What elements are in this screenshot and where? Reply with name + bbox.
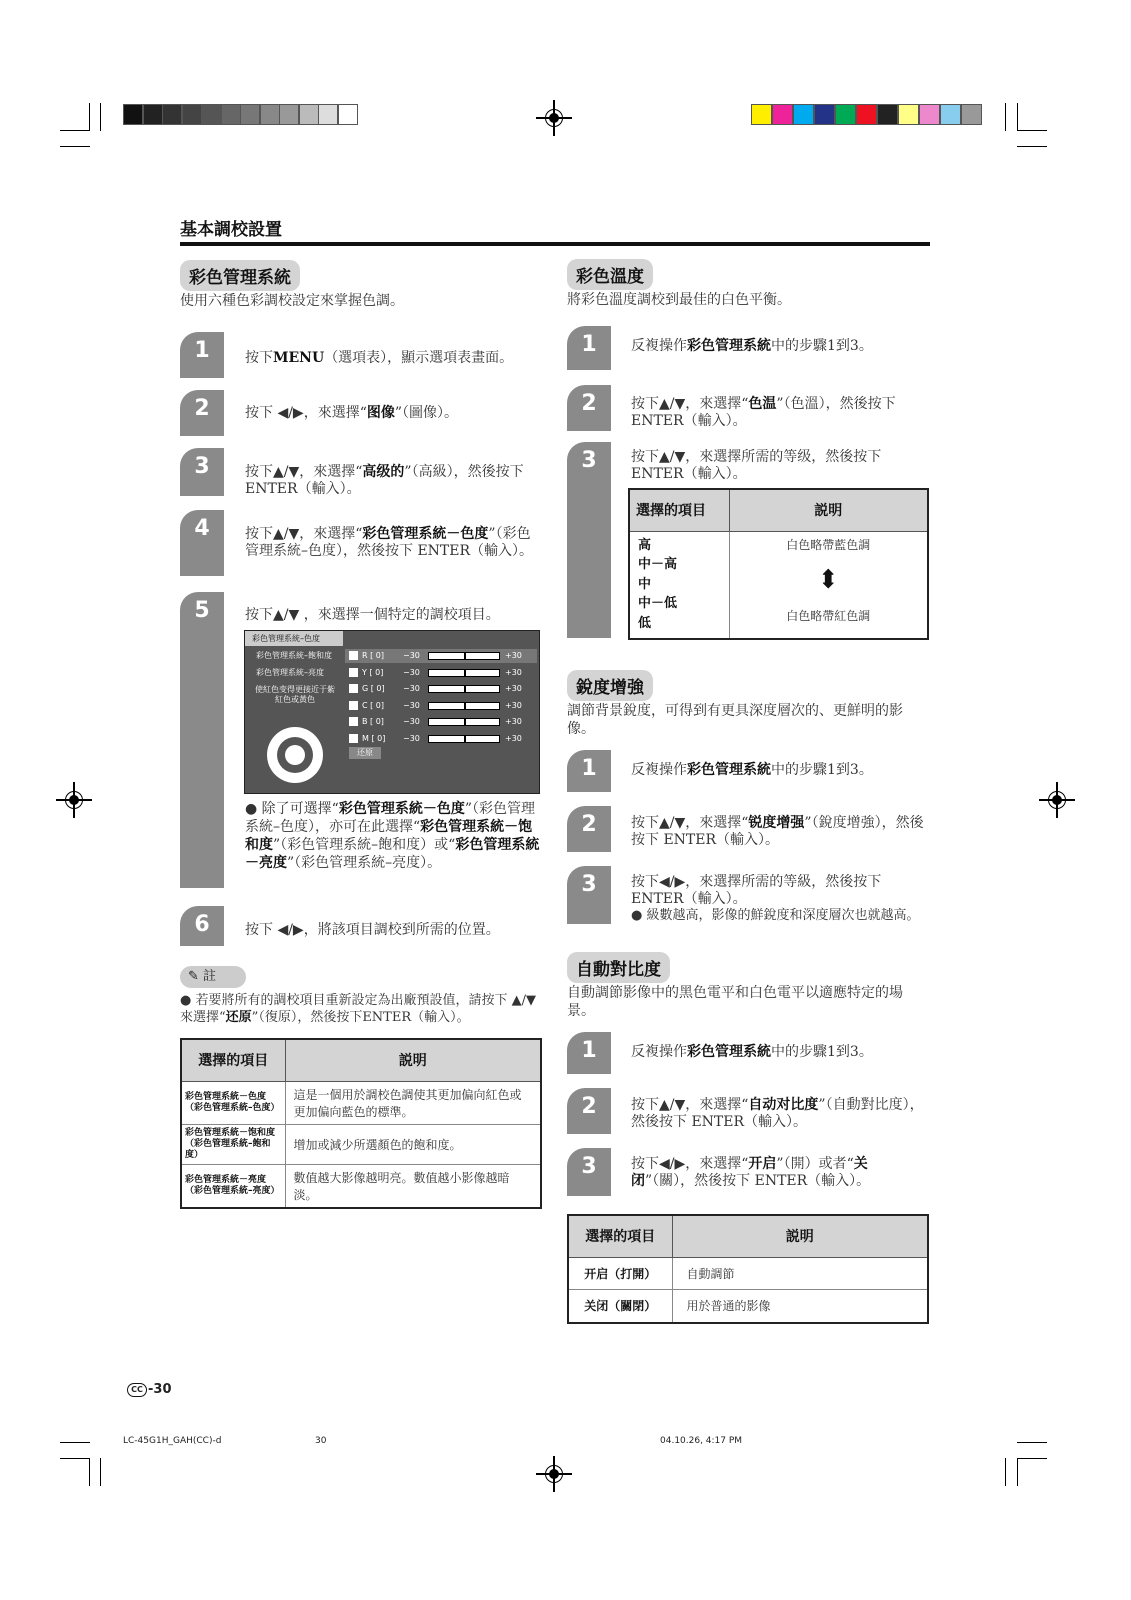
slider[interactable] (428, 702, 500, 710)
step-text: 按下▲/▼，來選擇“高级的”（高級），然後按下 ENTER（輸入）。 (245, 464, 524, 497)
section-desc-cms: 使用六種色彩調校設定來掌握色調。 (180, 293, 404, 309)
section-title-auto-contrast: 自動對比度 (567, 952, 670, 983)
gray-swatch (143, 104, 163, 125)
registration-mark-icon (536, 100, 572, 136)
osd-adjust-row[interactable] (345, 715, 537, 729)
crop-mark (1017, 103, 1018, 131)
slider[interactable] (428, 685, 500, 693)
osd-adjust-row[interactable] (345, 649, 537, 663)
table-row: 彩色管理系統－饱和度（彩色管理系統–飽和度） 增加或減少所選顏色的飽和度。 (181, 1124, 541, 1164)
slider[interactable] (428, 669, 500, 677)
step-number: 1 (180, 332, 224, 378)
crop-mark (1005, 1458, 1006, 1486)
note-badge (180, 966, 246, 988)
checkbox[interactable] (349, 701, 358, 710)
page-number: -30 (148, 1382, 172, 1397)
color-swatch (751, 104, 772, 125)
gray-swatch (338, 104, 358, 125)
max: +30 (505, 733, 522, 743)
header-rule (180, 242, 930, 246)
min: −30 (403, 651, 420, 660)
slider[interactable] (428, 718, 500, 726)
crop-mark (1017, 130, 1047, 131)
step-text: 按下▲/▼ ，來選擇一個特定的調校項目。 (245, 607, 500, 623)
step-number: 2 (567, 385, 611, 431)
level-label: 高 (638, 537, 652, 553)
checkbox[interactable] (349, 734, 358, 743)
gray-swatch (162, 104, 182, 125)
gray-swatch (318, 104, 338, 125)
value: [ 0] (371, 733, 386, 743)
gray-swatch (299, 104, 319, 125)
step-number: 6 (180, 906, 224, 946)
step-text: 按下▲/▼，來選擇“色温”（色溫），然後按下 ENTER（輸入）。 (631, 396, 896, 429)
section-title-cms: 彩色管理系統 (180, 260, 300, 291)
table-header: 選擇的項目 (181, 1039, 285, 1081)
crop-mark (1017, 1458, 1047, 1459)
page-title: 基本調校設置 (180, 220, 282, 240)
value: [ 0] (370, 651, 384, 660)
channel: M (362, 733, 369, 743)
note-label: 註 (203, 969, 217, 984)
double-arrow-icon: ⬍ (817, 564, 840, 595)
step-number: 1 (567, 750, 611, 792)
color-swatch (856, 104, 877, 125)
gray-swatch (182, 104, 202, 125)
crop-mark (89, 1458, 90, 1486)
osd-adjust-row[interactable] (345, 732, 537, 746)
osd-menu-item-active: 彩色管理系統–色度 (245, 631, 343, 646)
table-row: 开启（打開） 自動調節 (568, 1257, 928, 1289)
color-swatch (814, 104, 835, 125)
table-row: 关闭（關閉） 用於普通的影像 (568, 1289, 928, 1323)
value: [ 0] (369, 667, 384, 677)
slider-thumb[interactable] (464, 686, 466, 692)
slider-thumb[interactable] (464, 703, 466, 709)
osd-hint: 使紅色变得更接近于紫紅色或黃色 (255, 685, 335, 704)
channel: B (362, 717, 368, 726)
region-badge: CC (127, 1383, 147, 1397)
gray-swatch (221, 104, 241, 125)
footer-date: 04.10.26, 4:17 PM (660, 1436, 743, 1446)
slider-thumb[interactable] (464, 653, 466, 659)
min: −30 (403, 717, 420, 726)
checkbox[interactable] (349, 717, 358, 726)
color-swatch (877, 104, 898, 125)
level-label: 中－低 (638, 596, 678, 611)
osd-adjust-row[interactable] (345, 699, 537, 713)
gray-swatch (123, 104, 143, 125)
crop-mark (100, 1458, 101, 1486)
step-number: 2 (567, 806, 611, 852)
registration-mark-icon (1039, 782, 1075, 818)
level-label: 低 (638, 615, 652, 631)
color-swatch (940, 104, 961, 125)
table-header: 説明 (285, 1039, 541, 1081)
step-number: 3 (180, 448, 224, 496)
step-number: 2 (567, 1088, 611, 1134)
step-text: 按下MENU（選項表），顯示選項表畫面。 (245, 350, 514, 366)
section-desc-color-temp: 將彩色溫度調校到最佳的白色平衡。 (567, 292, 791, 308)
crop-mark (60, 130, 90, 131)
osd-adjust-row[interactable] (345, 666, 537, 680)
table-header: 選擇的項目 (568, 1215, 672, 1257)
gray-swatch (279, 104, 299, 125)
step-text: 按下◀/▶，來選擇所需的等級，然後按下ENTER（輸入）。 (631, 874, 882, 907)
min: −30 (403, 700, 420, 710)
min: −30 (403, 684, 420, 693)
channel: C (362, 700, 368, 710)
footer-num: 30 (315, 1436, 327, 1446)
max: +30 (505, 700, 522, 710)
gray-swatch (201, 104, 221, 125)
gray-swatch (240, 104, 260, 125)
step-number: 2 (180, 390, 224, 436)
checkbox[interactable] (349, 684, 358, 693)
slider-thumb[interactable] (464, 736, 466, 742)
section-desc-auto-contrast: 自動調節影像中的黑色電平和白色電平以適應特定的場景。 (567, 985, 903, 1019)
table-row (629, 531, 928, 639)
step-text: 按下▲/▼，來選擇“自动对比度”（自動對比度），然後按下 ENTER（輸入）。 (631, 1097, 924, 1130)
step-text: 按下▲/▼，來選擇所需的等级，然後按下ENTER（輸入）。 (631, 449, 882, 482)
color-temp-table (628, 488, 929, 640)
color-swatch (835, 104, 856, 125)
crop-mark (1005, 103, 1006, 131)
step-number: 3 (567, 1148, 611, 1196)
crop-mark (89, 103, 90, 131)
registration-mark-icon (536, 1456, 572, 1492)
crop-mark (1017, 1458, 1018, 1486)
table-row: 彩色管理系統－色度（彩色管理系統–色度） 這是一個用於調校色調使其更加偏向紅色或更加偏向藍色的標準。 (181, 1081, 541, 1124)
step-number: 5 (180, 592, 224, 888)
section-desc-sharpness: 調節背景銳度，可得到有更具深度層次的、更鮮明的影像。 (567, 703, 903, 737)
channel: R (362, 651, 368, 660)
slider[interactable] (428, 652, 500, 660)
level-label: 中 (638, 576, 652, 592)
table-row: 彩色管理系統－亮度（彩色管理系統–亮度） 數值越大影像越明亮。數值越小影像越暗淡。 (181, 1164, 541, 1208)
level-bottom-desc: 白色略帶紅色調 (786, 608, 871, 623)
step-number: 4 (180, 510, 224, 576)
channel: G (362, 684, 369, 693)
max: +30 (505, 651, 522, 660)
osd-menu-item: 彩色管理系統–亮度 (256, 668, 324, 677)
color-wheel-icon (267, 727, 323, 783)
step-text: 反複操作彩色管理系統中的步驟1到3。 (631, 762, 873, 778)
crop-mark (100, 103, 101, 131)
checkbox[interactable] (349, 668, 358, 677)
osd-adjust-row[interactable] (345, 682, 537, 696)
max: +30 (505, 717, 522, 726)
paperclip-icon: ✎ (188, 969, 199, 984)
table-header: 説明 (672, 1215, 928, 1257)
slider[interactable] (428, 735, 500, 743)
step-text: 按下▲/▼，來選擇“彩色管理系統－色度”（彩色管理系統–色度），然後按下 ENTER（輸入）。 (245, 526, 534, 559)
value: [ 0] (370, 700, 385, 710)
color-swatch (919, 104, 940, 125)
bullet-text: ● 除了可選擇“彩色管理系統－色度”（彩色管理系統–色度），亦可在此選擇“彩色管理系統－饱和度”（彩色管理系統–飽和度）或“彩色管理系統－亮度”（彩色管理系統–亮度）。 (245, 801, 540, 871)
gray-swatch (260, 104, 280, 125)
osd-menu-item: 彩色管理系統–飽和度 (256, 651, 332, 660)
bullet-text: ● 級數越高，影像的鮮銳度和深度層次也就越高。 (631, 908, 920, 923)
crop-mark (60, 146, 90, 147)
section-title-sharpness: 銳度增強 (567, 670, 653, 701)
step-text: 反複操作彩色管理系統中的步驟1到3。 (631, 1044, 873, 1060)
color-swatch (898, 104, 919, 125)
cms-table (180, 1038, 542, 1209)
footer-file: LC-45G1H_GAH(CC)-d (123, 1436, 222, 1446)
step-text: 按下 ◀/▶，將該項目調校到所需的位置。 (245, 922, 500, 938)
min: −30 (403, 667, 420, 677)
step-text: 反複操作彩色管理系統中的步驟1到3。 (631, 338, 873, 354)
step-text: 按下 ◀/▶，來選擇“图像”（圖像）。 (245, 405, 459, 421)
max: +30 (505, 684, 522, 693)
section-title-color-temp: 彩色溫度 (567, 259, 653, 290)
channel: Y (362, 667, 367, 677)
color-swatch (793, 104, 814, 125)
slider-thumb[interactable] (464, 670, 466, 676)
step-text: 按下◀/▶，來選擇“开启”（開）或者“关闭”（關），然後按下 ENTER（輸入）。 (631, 1156, 871, 1189)
crop-mark (60, 1442, 90, 1443)
crop-mark (1017, 1442, 1047, 1443)
checkbox[interactable] (349, 651, 358, 660)
auto-contrast-table (567, 1214, 929, 1324)
crop-mark (60, 1458, 90, 1459)
color-swatch (772, 104, 793, 125)
step-number: 3 (567, 442, 611, 638)
value: [ 0] (370, 717, 384, 726)
step-number: 1 (567, 326, 611, 370)
step-text: 按下▲/▼，來選擇“锐度增强”（銳度增強），然後按下 ENTER（輸入）。 (631, 815, 924, 848)
level-top-desc: 白色略帶藍色調 (786, 537, 871, 552)
table-header: 説明 (729, 489, 928, 531)
crop-mark (1017, 146, 1047, 147)
min: −30 (403, 733, 420, 743)
note-text: ● 若要將所有的調校項目重新設定為出廠預設值，請按下 ▲/▼來選擇“还原”（復原），然後按下ENTER（輸入）。 (180, 993, 536, 1025)
max: +30 (505, 667, 522, 677)
level-label: 中－高 (638, 557, 678, 572)
step-number: 1 (567, 1032, 611, 1074)
registration-mark-icon (56, 782, 92, 818)
osd-screen (244, 630, 540, 794)
slider-thumb[interactable] (464, 719, 466, 725)
osd-reset-button[interactable]: 还原 (349, 747, 381, 759)
value: [ 0] (370, 684, 385, 693)
step-number: 3 (567, 866, 611, 924)
color-swatch (961, 104, 982, 125)
table-header: 選擇的項目 (629, 489, 729, 531)
